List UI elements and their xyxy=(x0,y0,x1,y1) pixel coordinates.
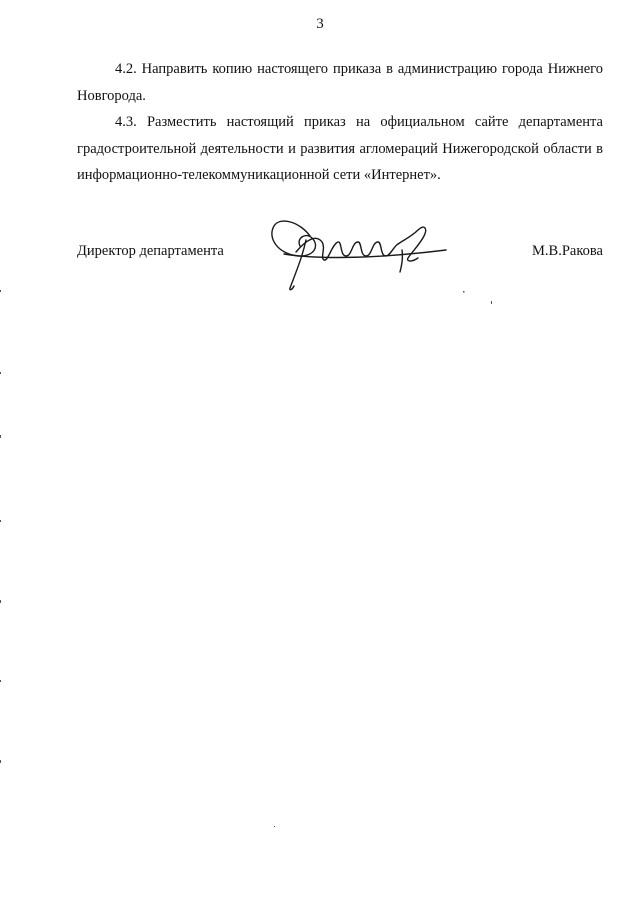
signer-title: Директор департамента xyxy=(77,243,224,259)
paragraph-4-3: 4.3. Разместить настоящий приказ на официальном сайте департамента градостроительной деятельности и развития агломераций Нижегородской области в информационно-телекоммуникационной сети «Интернет». xyxy=(77,114,603,183)
signature-stroke xyxy=(272,221,316,256)
document-body xyxy=(77,56,603,189)
paragraph-4-2: 4.2. Направить копию настоящего приказа в администрацию города Нижнего Новгорода. xyxy=(77,61,603,104)
handwritten-signature xyxy=(262,210,452,295)
page-number: 3 xyxy=(316,16,324,32)
signer-name: М.В.Ракова xyxy=(532,243,603,259)
signature-stroke xyxy=(400,250,402,272)
signature-stroke xyxy=(290,240,306,290)
